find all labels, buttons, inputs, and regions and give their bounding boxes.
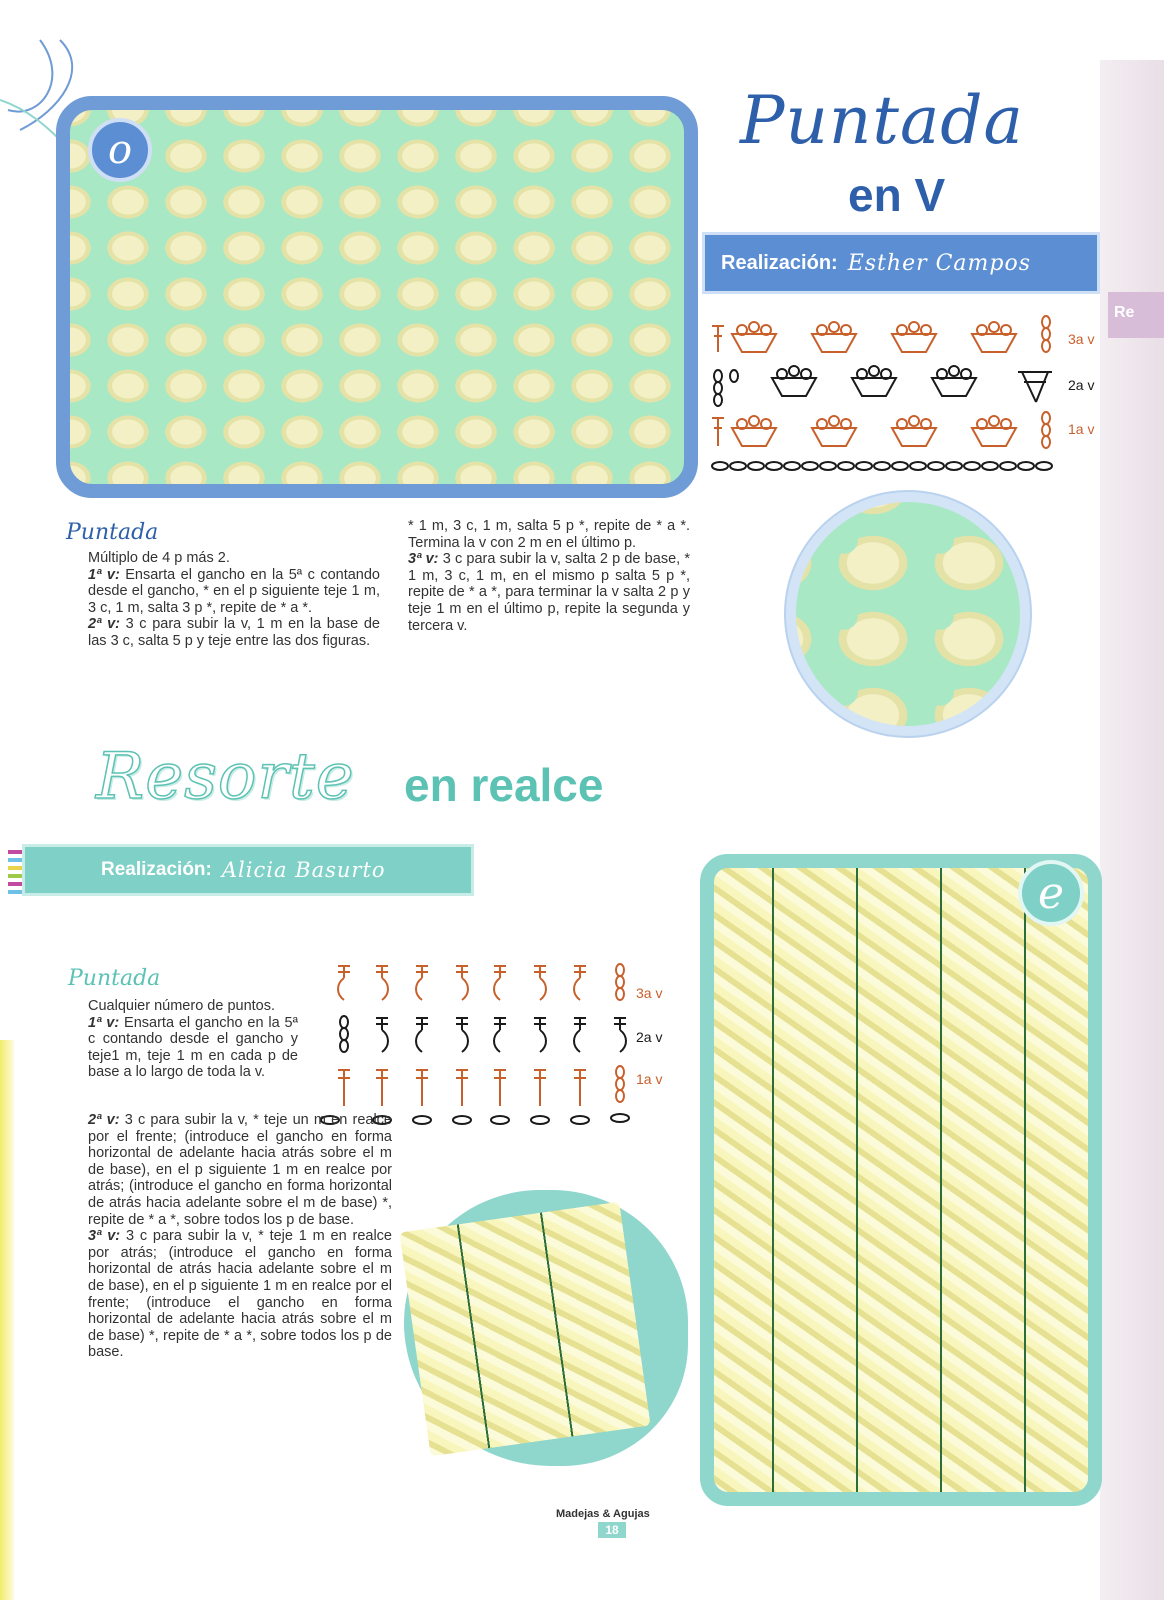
instruction-para bbox=[408, 551, 690, 634]
section2-title-bold: en realce bbox=[404, 759, 604, 811]
instruction-text: Ensarta el gancho en la 5ª c contando desde el gancho y teje1 m, teje 1 m en cada p de base a lo largo de toda la v. bbox=[88, 1014, 298, 1081]
instruction-text: Múltiplo de 4 p más 2. bbox=[88, 550, 230, 566]
ribbing-photo bbox=[700, 854, 1102, 1506]
row-label-2: 2a v bbox=[1068, 377, 1095, 393]
ribbing-detail-photo bbox=[399, 1202, 650, 1457]
credit-name: Esther Campos bbox=[847, 250, 1032, 276]
row-lead: 3ª v: bbox=[408, 551, 439, 568]
prev-page-edge bbox=[0, 1040, 14, 1600]
row-label-1: 1a v bbox=[1068, 421, 1095, 437]
credit-label: Realización: bbox=[101, 859, 212, 880]
v-stitch-detail-photo bbox=[786, 492, 1030, 736]
row-label-3: 3a v bbox=[636, 985, 663, 1001]
instruction-para bbox=[88, 1015, 298, 1081]
section2-instructions-bottom bbox=[88, 1112, 392, 1361]
instruction-text: * 1 m, 3 c, 1 m, salta 5 p *, repite de * a *. Termina la v con 2 m en el último p. bbox=[408, 518, 690, 551]
section1-instructions-heading: Puntada bbox=[66, 520, 159, 545]
v-stitch-photo bbox=[56, 96, 698, 498]
section2-title-script: Resorte bbox=[96, 740, 355, 814]
credit-label: Realización: bbox=[721, 251, 838, 274]
section1-instructions-col1 bbox=[88, 550, 380, 650]
row-label-2: 2a v bbox=[636, 1029, 663, 1045]
section1-instructions-col2 bbox=[408, 518, 690, 634]
row-label-1: 1a v bbox=[636, 1071, 663, 1087]
page-number: 18 bbox=[598, 1522, 626, 1538]
row-lead: 1ª v: bbox=[88, 566, 120, 583]
section-badge bbox=[88, 118, 152, 182]
instruction-text: 3 c para subir la v, * teje un m en realce por el frente; (introduce el gancho en forma horizontal de adelante hacia atrás sobre el m de base), en el p siguiente 1 m en realce por atrás; (introduce el gancho en forma horizontal de atrás hacia adelante sobre el m de base) *, repite de * a *, sobre todos los p de base. bbox=[88, 1112, 392, 1228]
badge-letter: o bbox=[107, 127, 133, 173]
next-page-banner bbox=[1108, 292, 1164, 338]
instruction-para bbox=[88, 567, 380, 617]
ribbing-diagram bbox=[318, 960, 688, 1130]
instruction-para bbox=[88, 1228, 392, 1361]
next-page-banner-text: Re bbox=[1114, 304, 1135, 321]
instruction-para bbox=[88, 1112, 392, 1228]
section2-instructions-heading: Puntada bbox=[68, 966, 161, 991]
instruction-para bbox=[88, 550, 380, 567]
row-label-3: 3a v bbox=[1068, 331, 1095, 347]
next-page-edge bbox=[1100, 60, 1164, 1600]
section2-credit-banner bbox=[22, 844, 474, 896]
row-lead: 2ª v: bbox=[88, 616, 120, 633]
instruction-text: Cualquier número de puntos. bbox=[88, 998, 276, 1014]
row-lead: 2ª v: bbox=[88, 1112, 120, 1128]
instruction-text: Ensarta el gancho en la 5ª c contando desde el gancho, * en el p siguiente teje 1 m, 3 c, 1 m, salta 3 p *, repite de * a *. bbox=[88, 566, 380, 616]
instruction-text: 3 c para subir la v, 1 m en la base de las 3 c, salta 5 p y teje entre las dos figuras. bbox=[88, 616, 380, 649]
section1-title-script: Puntada bbox=[740, 82, 1024, 159]
instruction-para bbox=[408, 518, 690, 551]
section1-title-bold: en V bbox=[848, 169, 946, 221]
section-badge bbox=[1018, 860, 1084, 926]
badge-letter: e bbox=[1037, 867, 1065, 919]
section1-credit-banner bbox=[702, 232, 1100, 294]
v-stitch-diagram bbox=[706, 306, 1096, 478]
magazine-name: Madejas & Agujas bbox=[556, 1508, 650, 1520]
credit-name: Alicia Basurto bbox=[221, 858, 386, 882]
section2-instructions-top bbox=[88, 998, 298, 1081]
instruction-para bbox=[88, 998, 298, 1015]
instruction-text: 3 c para subir la v, salta 2 p de base, * 1 m, 3 c, 1 m, en el mismo p salta 5 p *, repite de * a *, para terminar la v salta 2 p y teje 1 m en el último p, repite la segunda y tercera v. bbox=[408, 551, 690, 634]
instruction-para bbox=[88, 616, 380, 649]
instruction-text: 3 c para subir la v, * teje 1 m en realce por atrás; (introduce el gancho en forma horizontal de atrás hacia adelante sobre el m de base), en el p siguiente 1 m en realce por el frente; (introduce el gancho en forma horizontal de adelante hacia atrás sobre el m de base) *, repite de * a *, sobre todos los p de base. bbox=[88, 1228, 392, 1361]
row-lead: 3ª v: bbox=[88, 1228, 121, 1245]
row-lead: 1ª v: bbox=[88, 1014, 120, 1031]
